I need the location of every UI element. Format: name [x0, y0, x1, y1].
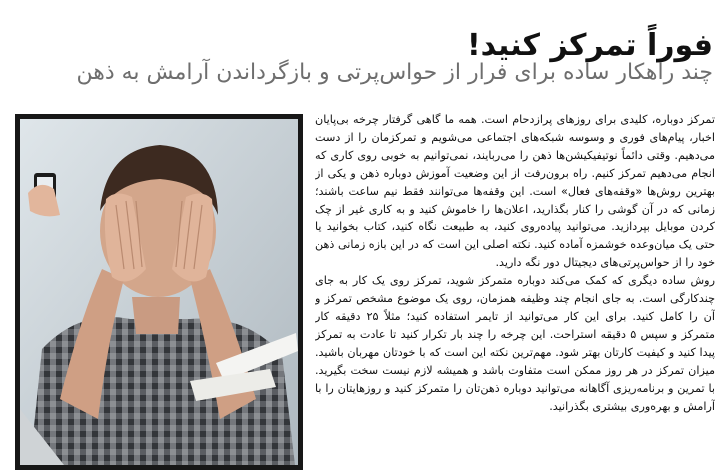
article-paragraph-1: تمرکز دوباره، کلیدی برای روزهای پرازدحام است. همه ما گاهی گرفتار چرخه بی‌پایان اخبار، پیام‌های فوری و وسوسه شبکه‌های اجتماعی می‌شویم و تمرکزمان را از دست می‌دهیم. وقتی دائماً نوتیفیکیشن‌ها ذهن را می‌ربایند، نمی‌توانیم به خوبی روی کاری که انجام می‌دهیم تمرکز کنیم. راه برون‌رفت از این وضعیت آموزش دوباره ذهن و یکی از بهترین روش‌ها «وقفه‌های فعال» است. این وقفه‌ها می‌توانند فقط نیم ساعت باشند؛ زمانی که در آن گوشی را کنار بگذارید، اعلان‌ها را خاموش کنید و به کاری غیر از چک کردن موبایل بپردازید. می‌توانید پیاده‌روی کنید، به طبیعت نگاه کنید، کتاب بخوانید یا حتی یک میان‌وعده خوشمزه آماده کنید. نکته اصلی این است که در این بازه زمانی ذهن خود را از حواس‌پرتی‌های دیجیتال دور نگه دارید. [315, 113, 715, 270]
article-paragraph-2: روش ساده دیگری که کمک می‌کند دوباره متمرکز شوید، تمرکز روی یک کار به جای چندکارگی است. به جای انجام چند وظیفه همزمان، روی یک موضوع مشخص تمرکز و آن را کامل کنید. برای این کار می‌توانید از تایمر استفاده کنید؛ مثلاً ۲۵ دقیقه کار متمرکز و سپس ۵ دقیقه استراحت. این چرخه را چند بار تکرار کنید تا عادت به تمرکز پیدا کنید و کیفیت کارتان بهتر شود. مهم‌ترین نکته این است که با خودتان مهربان باشید. میزان تمرکز در هر روز ممکن است متفاوت باشد و همیشه لازم نیست سخت بگیرید. با تمرین و برنامه‌ریزی آگاهانه می‌توانید دوباره ذهن‌تان را متمرکز کنید و روزهایتان را با آرامش و بهره‌وری بیشتری بگذرانید. [315, 274, 715, 413]
stressed-man-photo-icon [20, 119, 298, 465]
article-photo [15, 114, 303, 470]
article-body [315, 111, 715, 471]
article-title: فوراً تمرکز کنید! [467, 28, 713, 64]
article-subtitle: چند راهکار ساده برای فرار از حواس‌پرتی و بازگرداندن آرامش به ذهن [76, 60, 713, 85]
